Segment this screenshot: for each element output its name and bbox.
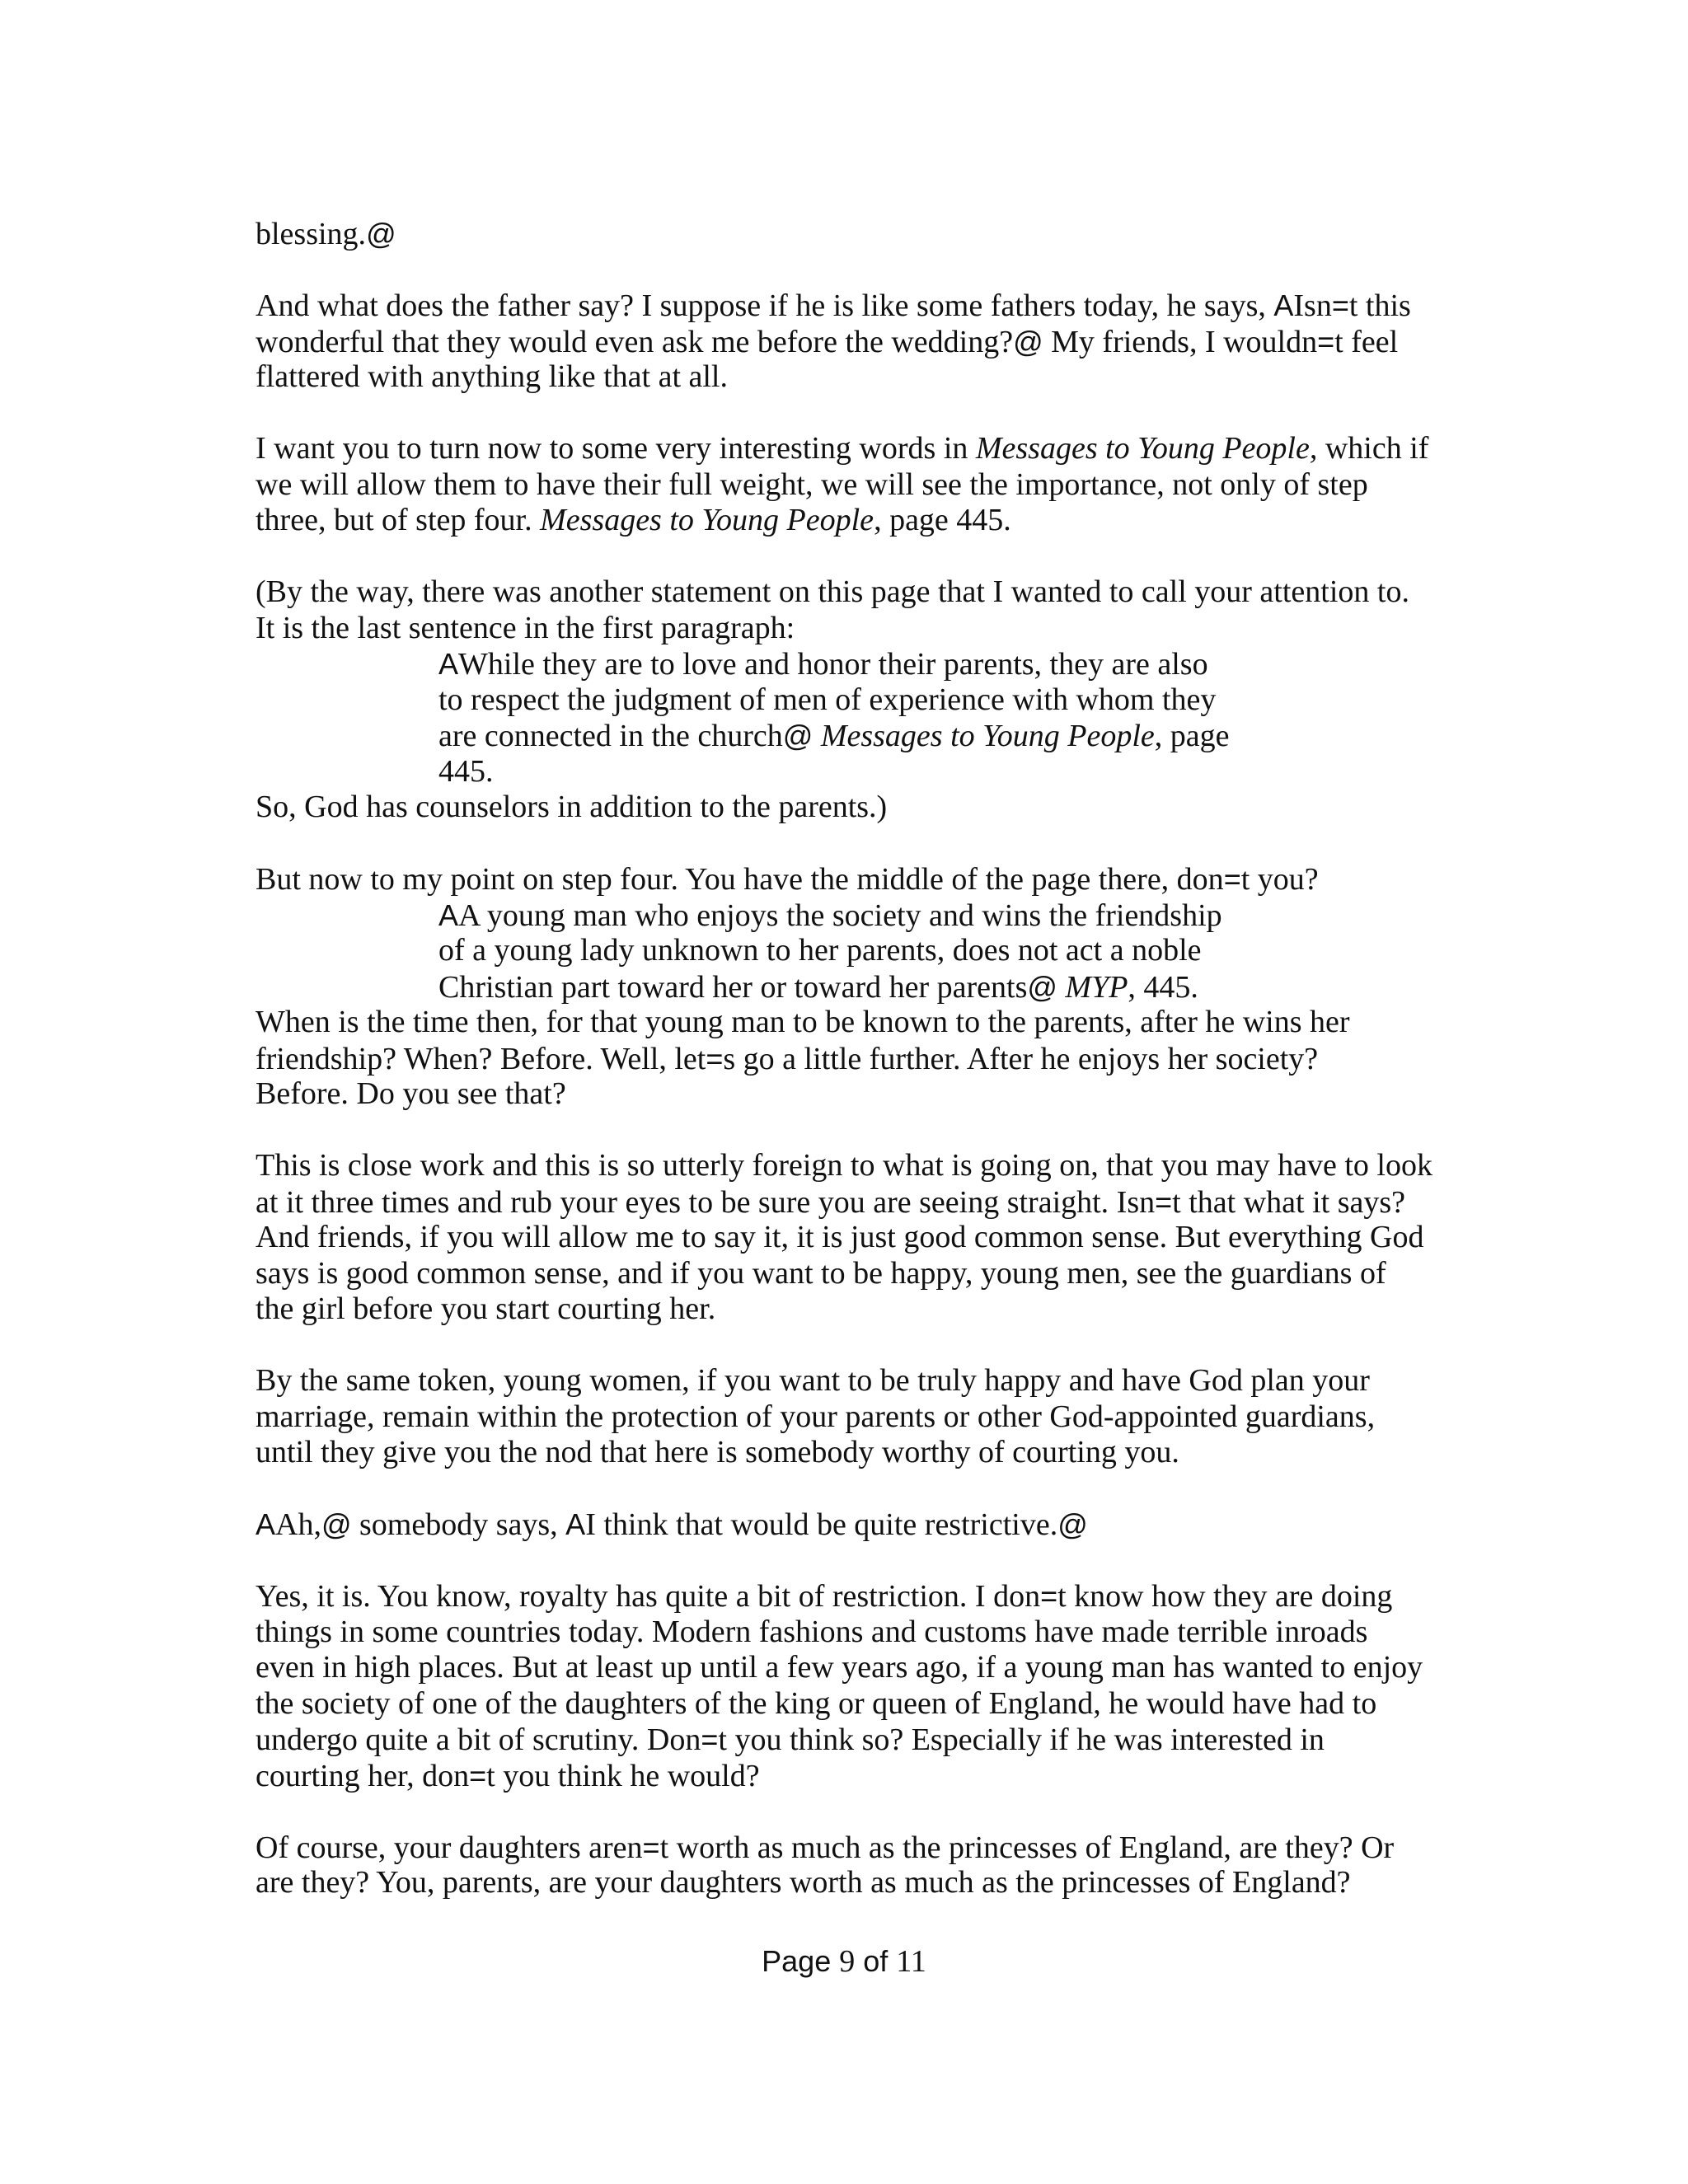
glyph-artifact: =: [701, 1722, 719, 1756]
text-run: Of course, your daughters aren: [256, 1830, 643, 1865]
text-run: says is good common sense, and if you want to be happy, young men, see the guardians of: [256, 1255, 1386, 1291]
text-run: even in high places. But at least up until a few years ago, if a young man has wanted to enjoy: [256, 1650, 1423, 1685]
quote-line: [256, 646, 1434, 682]
quote-line: [256, 969, 1434, 1005]
paragraph-gap: [256, 1113, 1434, 1149]
text-run: wonderful that they would even ask me before the wedding?: [256, 324, 1014, 359]
text-run: t you?: [1240, 862, 1319, 897]
text-run: I want you to turn now to some very interesting words in: [256, 431, 976, 466]
glyph-artifact: =: [469, 1758, 487, 1793]
text-run: friendship? When? Before. Well, let: [256, 1041, 706, 1076]
quote-line: [256, 682, 1434, 719]
glyph-artifact: @: [1057, 1507, 1088, 1541]
text-line: [256, 1005, 1434, 1041]
text-run: t worth as much as the princesses of England, are they? Or: [659, 1830, 1395, 1865]
paragraph-gap: [256, 1793, 1434, 1830]
text-line: [256, 1615, 1434, 1651]
text-run: When is the time then, for that young man to be known to the parents, after he wins her: [256, 1005, 1350, 1039]
text-run: we will allow them to have their full weight, we will see the importance, not only of step: [256, 466, 1368, 502]
glyph-artifact: A: [1273, 288, 1294, 322]
glyph-artifact: =: [1040, 1579, 1058, 1613]
text-run: t you think he would?: [486, 1758, 760, 1793]
italic-title: Messages to Young People: [820, 719, 1155, 753]
paragraph-gap: [256, 826, 1434, 862]
text-run: to respect the judgment of men of experience with whom they: [438, 682, 1217, 717]
text-line: [256, 1830, 1434, 1866]
glyph-artifact: @: [782, 719, 814, 752]
text-line: [256, 1041, 1434, 1077]
italic-title: Messages to Young People,: [975, 431, 1318, 466]
quote-line: [256, 898, 1434, 934]
glyph-artifact: =: [1223, 862, 1241, 896]
text-run: flattered with anything like that at all.: [256, 359, 728, 394]
page-footer: [0, 1943, 1688, 1980]
text-line: [256, 1507, 1434, 1543]
text-run: Christian part toward her or toward her parents: [438, 969, 1028, 1005]
text-run: I think that would be quite restrictive.: [585, 1507, 1058, 1542]
glyph-artifact: @: [321, 1507, 352, 1541]
quote-line: [256, 754, 1434, 790]
text-run: A young man who enjoys the society and wins the friendship: [458, 898, 1222, 933]
text-run: s go a little further. After he enjoys her society?: [723, 1041, 1319, 1076]
text-run: [1057, 970, 1066, 1005]
text-line: [256, 1399, 1434, 1436]
text-run: blessing.: [256, 217, 367, 251]
paragraph-gap: [256, 539, 1434, 575]
text-run: t this: [1348, 288, 1411, 323]
text-run: of a young lady unknown to her parents, does not act a noble: [438, 933, 1202, 968]
text-line: [256, 216, 1434, 252]
text-line: [256, 503, 1434, 539]
text-run: t that what it says?: [1172, 1184, 1406, 1220]
glyph-artifact: A: [438, 898, 459, 932]
text-run: the girl before you start courting her.: [256, 1291, 716, 1326]
text-run: things in some countries today. Modern fashions and customs have made terrible inroads: [256, 1614, 1368, 1649]
text-run: , page 445.: [874, 503, 1011, 537]
text-run: three, but of step four.: [256, 503, 541, 537]
text-run: somebody says,: [351, 1507, 566, 1542]
text-run: This is close work and this is so utterly foreign to what is going on, that you may have to look: [256, 1148, 1432, 1183]
text-run: Before. Do you see that?: [256, 1076, 566, 1111]
text-line: [256, 1291, 1434, 1328]
text-run: t you think so? Especially if he was interested in: [718, 1722, 1325, 1757]
text-line: [256, 1220, 1434, 1256]
text-run: Yes, it is. You know, royalty has quite a bit of restriction. I don: [256, 1579, 1041, 1614]
page-label: Page: [762, 1944, 840, 1978]
text-run: are they? You, parents, are your daughters worth as much as the princesses of England?: [256, 1865, 1351, 1900]
italic-title: Messages to Young People: [540, 503, 874, 537]
text-run: undergo quite a bit of scrutiny. Don: [256, 1722, 701, 1757]
text-line: [256, 1578, 1434, 1615]
text-line: [256, 1435, 1434, 1471]
glyph-artifact: A: [256, 1507, 276, 1541]
total-page-count: 11: [896, 1944, 926, 1979]
quote-line: [256, 933, 1434, 969]
text-run: While they are to love and honor their parents, they are also: [458, 647, 1208, 682]
text-run: the society of one of the daughters of the king or queen of England, he would have had to: [256, 1685, 1377, 1721]
text-line: [256, 1686, 1434, 1722]
text-run: [813, 719, 821, 753]
text-run: marriage, remain within the protection of your parents or other God-appointed guardians,: [256, 1399, 1376, 1434]
text-run: (By the way, there was another statement on this page that I wanted to call your attention to.: [256, 574, 1409, 609]
glyph-artifact: =: [1331, 288, 1349, 322]
paragraph-gap: [256, 396, 1434, 432]
text-run: at it three times and rub your eyes to be sure you are seeing straight. Isn: [256, 1184, 1156, 1220]
text-line: [256, 1076, 1434, 1113]
text-run: t know how they are doing: [1057, 1579, 1393, 1614]
text-run: And what does the father say? I suppose if he is like some fathers today, he says,: [256, 288, 1274, 323]
text-run: My friends, I wouldn: [1043, 324, 1318, 359]
text-line: [256, 1363, 1434, 1399]
text-line: [256, 431, 1434, 467]
text-line: [256, 1148, 1434, 1184]
text-run: which if: [1317, 431, 1429, 466]
text-run: t feel: [1334, 324, 1399, 359]
glyph-artifact: A: [438, 647, 459, 681]
paragraph-gap: [256, 1543, 1434, 1579]
current-page-number: 9: [839, 1944, 856, 1979]
italic-title: MYP: [1065, 969, 1128, 1005]
text-run: , page: [1154, 719, 1230, 753]
text-line: [256, 1722, 1434, 1758]
text-run: But now to my point on step four. You have the middle of the page there, don: [256, 862, 1224, 897]
text-run: It is the last sentence in the first paragraph:: [256, 610, 795, 645]
text-run: By the same token, young women, if you want to be truly happy and have God plan your: [256, 1363, 1370, 1398]
text-run: And friends, if you will allow me to say it, it is just good common sense. But everything God: [256, 1220, 1424, 1254]
document-body: [256, 216, 1434, 1901]
glyph-artifact: =: [1155, 1184, 1173, 1219]
text-line: [256, 1256, 1434, 1292]
of-label: of: [855, 1944, 897, 1978]
text-run: So, God has counselors in addition to the parents.): [256, 790, 888, 824]
text-run: are connected in the church: [438, 719, 783, 753]
text-run: Ah,: [275, 1507, 321, 1542]
text-line: [256, 1865, 1434, 1901]
text-line: [256, 574, 1434, 611]
glyph-artifact: @: [1013, 324, 1043, 359]
text-line: [256, 467, 1434, 504]
text-run: courting her, don: [256, 1758, 470, 1793]
text-line: [256, 1758, 1434, 1794]
text-line: [256, 288, 1434, 324]
paragraph-gap: [256, 1471, 1434, 1507]
quote-line: [256, 718, 1434, 754]
glyph-artifact: =: [706, 1041, 724, 1076]
text-line: [256, 611, 1434, 647]
text-run: 445.: [438, 753, 494, 789]
glyph-artifact: =: [642, 1830, 660, 1864]
glyph-artifact: @: [1027, 969, 1057, 1004]
text-line: [256, 790, 1434, 826]
glyph-artifact: @: [366, 217, 396, 251]
text-line: [256, 359, 1434, 396]
text-run: Isn: [1293, 288, 1332, 323]
text-line: [256, 1650, 1434, 1686]
text-line: [256, 324, 1434, 360]
text-line: [256, 861, 1434, 898]
glyph-artifact: =: [1317, 324, 1335, 359]
paragraph-gap: [256, 1328, 1434, 1364]
text-line: [256, 1184, 1434, 1221]
text-run: until they give you the nod that here is somebody worthy of courting you.: [256, 1435, 1179, 1469]
text-run: , 445.: [1128, 969, 1198, 1005]
paragraph-gap: [256, 252, 1434, 288]
glyph-artifact: A: [565, 1507, 586, 1541]
